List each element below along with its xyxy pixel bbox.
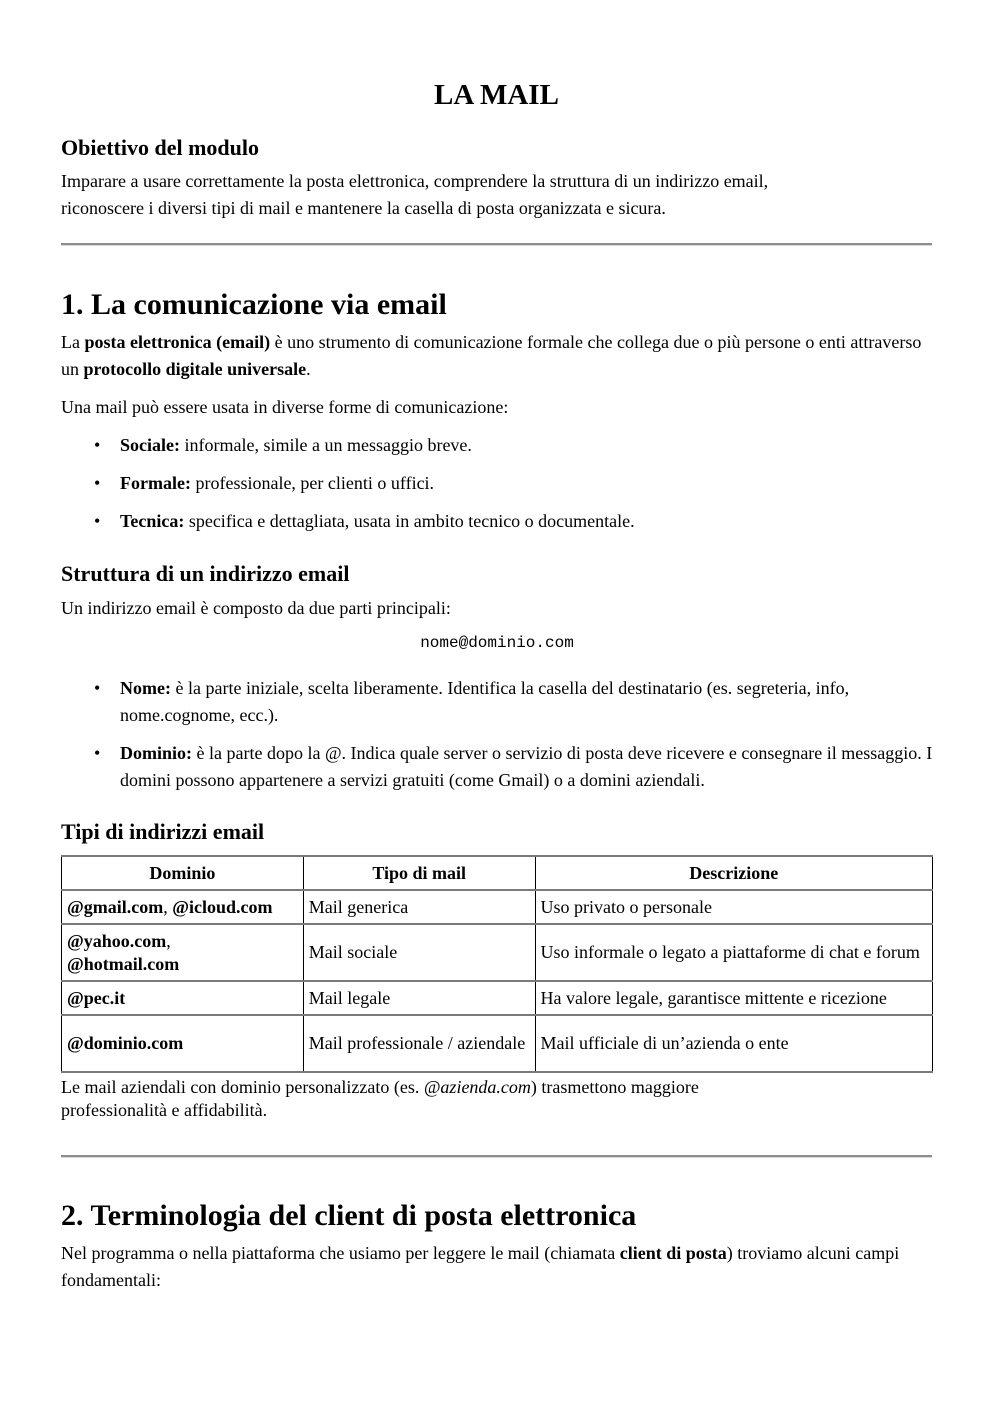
column-header: Tipo di mail	[303, 856, 535, 890]
type-cell: Mail sociale	[303, 924, 535, 981]
bullet-icon: •	[94, 743, 101, 763]
structure-heading: Struttura di un indirizzo email	[61, 561, 350, 586]
types-heading: Tipi di indirizzi email	[61, 819, 265, 844]
forms-list	[61, 432, 933, 535]
objective-heading: Obiettivo del modulo	[61, 135, 260, 160]
divider	[61, 243, 932, 246]
list-item: • Nome: è la parte iniziale, scelta liberamente. Identifica la casella del destinatario (es. segreteria, info, nome.cognome, ecc.).	[61, 675, 933, 729]
table-row	[62, 1015, 933, 1072]
list-item: • Dominio: è la parte dopo la @. Indica quale server o servizio di posta deve ricevere e consegnare il messaggio. I domini possono appartenere a servizi gratuiti (come Gmail) o a domini aziendali.	[61, 740, 933, 794]
list-item: • Sociale: informale, simile a un messaggio breve.	[61, 432, 933, 459]
bullet-icon: •	[94, 678, 101, 698]
list-item: • Tecnica: specifica e dettagliata, usata in ambito tecnico o documentale.	[61, 508, 933, 535]
table-row	[62, 924, 933, 981]
table-row	[62, 890, 933, 924]
table-header-row	[62, 856, 933, 890]
email-example: nome@dominio.com	[420, 634, 574, 652]
description-cell: Uso privato o personale	[535, 890, 932, 924]
structure-intro: Un indirizzo email è composto da due parti principali:	[61, 598, 451, 618]
section2-intro: Nel programma o nella piattaforma che usiamo per leggere le mail (chiamata client di posta) troviamo alcuni campi fondamentali:	[61, 1243, 900, 1290]
document-title: LA MAIL	[434, 79, 559, 111]
domain-cell: @gmail.com, @icloud.com	[62, 890, 304, 924]
table-row	[62, 981, 933, 1015]
domain-cell: @dominio.com	[62, 1015, 304, 1072]
types-note: Le mail aziendali con dominio personalizzato (es. @azienda.com) trasmettono maggiore professionalità e affidabilità.	[61, 1077, 699, 1120]
section2-heading: 2. Terminologia del client di posta elettronica	[61, 1199, 637, 1232]
column-header: Descrizione	[535, 856, 932, 890]
bullet-icon: •	[94, 435, 101, 455]
bullet-icon: •	[94, 473, 101, 493]
objective-text: Imparare a usare correttamente la posta elettronica, comprendere la struttura di un indirizzo email, riconoscere i diversi tipi di mail e mantenere la casella di posta organizzata e sicura.	[61, 171, 769, 218]
section1-heading: 1. La comunicazione via email	[61, 288, 447, 321]
type-cell: Mail generica	[303, 890, 535, 924]
section1-intro: La posta elettronica (email) è uno strumento di comunicazione formale che collega due o più persone o enti attraverso un protocollo digitale universale.	[61, 332, 922, 379]
type-cell: Mail legale	[303, 981, 535, 1015]
description-cell: Mail ufficiale di un’azienda o ente	[535, 1015, 932, 1072]
bullet-icon: •	[94, 511, 101, 531]
column-header: Dominio	[62, 856, 304, 890]
divider	[61, 1155, 932, 1158]
description-cell: Uso informale o legato a piattaforme di chat e forum	[535, 924, 932, 981]
type-cell: Mail professionale / aziendale	[303, 1015, 535, 1072]
email-types-table	[61, 855, 933, 1073]
description-cell: Ha valore legale, garantisce mittente e ricezione	[535, 981, 932, 1015]
domain-cell: @pec.it	[62, 981, 304, 1015]
structure-parts-list	[61, 675, 933, 794]
list-item: • Formale: professionale, per clienti o uffici.	[61, 470, 933, 497]
domain-cell: @yahoo.com, @hotmail.com	[62, 924, 304, 981]
forms-intro: Una mail può essere usata in diverse forme di comunicazione:	[61, 397, 509, 417]
